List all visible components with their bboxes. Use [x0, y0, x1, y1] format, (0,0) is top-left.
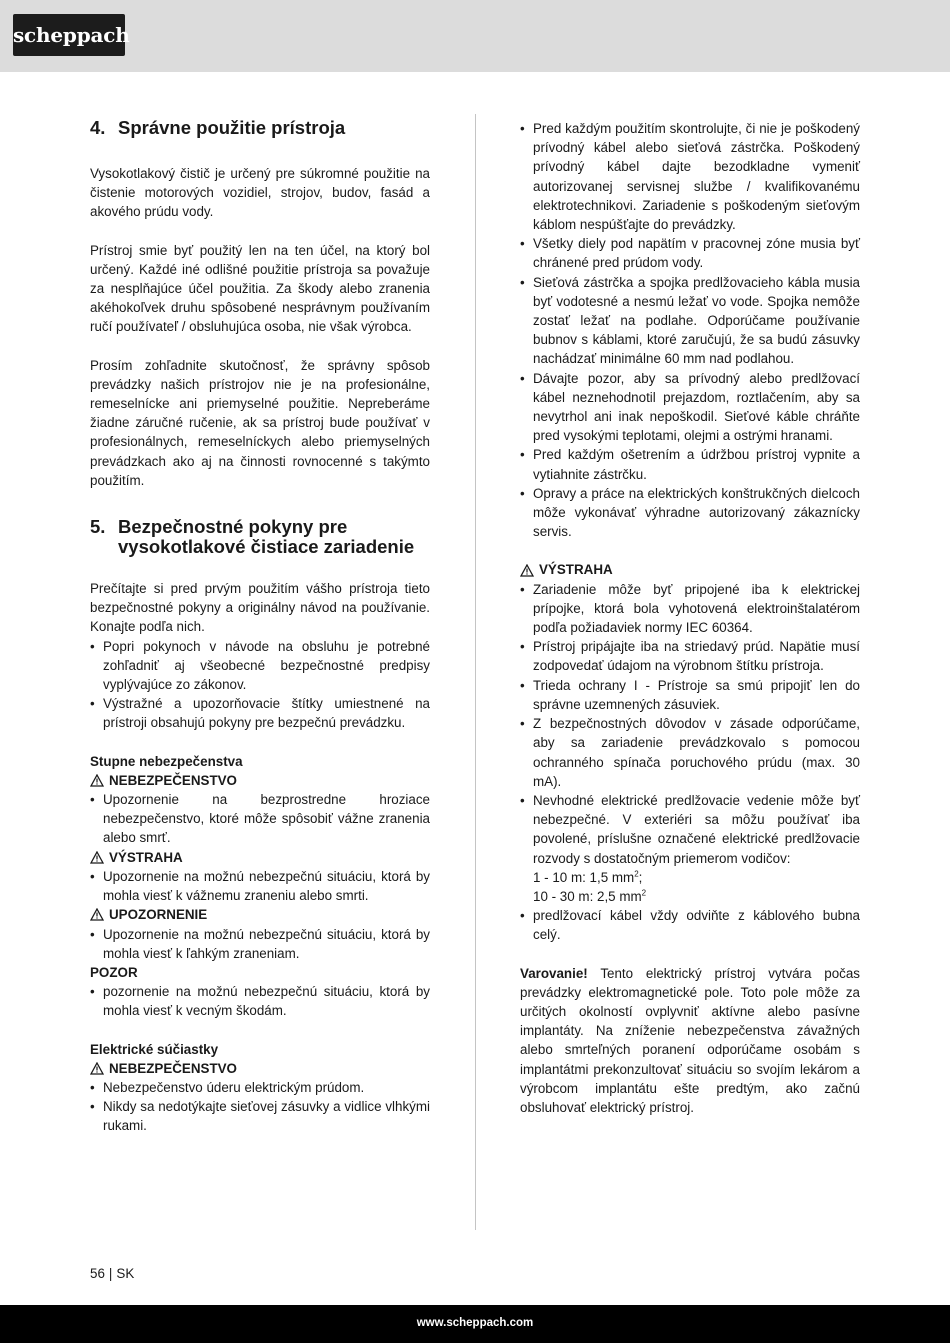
- page-footer-number: [90, 1266, 134, 1281]
- section-number: 5.: [90, 516, 106, 538]
- website-link[interactable]: www.scheppach.com: [416, 1317, 534, 1329]
- bullet-list: [90, 1078, 430, 1136]
- danger-label-text: NEBEZPEČENSTVO: [109, 1060, 237, 1076]
- warning-triangle-icon: [90, 851, 104, 864]
- subheading: Elektrické súčiastky: [90, 1041, 219, 1057]
- list-item: • Upozornenie na možnú nebezpečnú situáciu, ktorá by mohla viesť k vážnemu zraneniu alebo smrti.: [90, 867, 430, 905]
- bullet-list: [90, 637, 430, 733]
- bullet-list: [90, 790, 430, 848]
- paragraph: Vysokotlakový čistič je určený pre súkromné použitie na čistenie motorových vozidiel, strojov, budov, fasád a akového prúdu vody.: [90, 166, 430, 220]
- paragraph: Prečítajte si pred prvým použitím vášho prístroja tieto bezpečnostné pokyny a originálny návod na používanie. Konajte podľa nich.: [90, 581, 430, 635]
- warning-triangle-icon: [520, 564, 534, 577]
- notice-label: POZOR: [90, 964, 138, 980]
- bullet-list: [520, 580, 860, 945]
- danger-label: [90, 1059, 430, 1078]
- list-item: • Sieťová zástrčka a spojka predlžovacieho kábla musia byť vodotesné a nesmú ležať vo vode. Spojka nemôže zostať ležať na podlahe. Odporúčame používanie bubnov s káblami, ktoré zaručujú, že sa budú zásuvky nachádzať minimálne 60 mm nad podlahou.: [520, 273, 860, 369]
- list-item: • Prístroj pripájajte iba na striedavý prúd. Napätie musí zodpovedať údajom na výrobnom štítku prístroja.: [520, 637, 860, 675]
- list-item: • Z bezpečnostných dôvodov v zásade odporúčame, aby sa zariadenie prevádzkovalo s pomocou ochranného spínača poruchového prúdu (max. 30 mA).: [520, 714, 860, 791]
- list-item: • Trieda ochrany I - Prístroje sa smú pripojiť len do správne uzemnených zásuviek.: [520, 676, 860, 714]
- caution-label: [90, 905, 430, 924]
- list-item: • Popri pokynoch v návode na obsluhu je potrebné zohľadniť aj všeobecné bezpečnostné predpisy vyplývajúce zo zákonov.: [90, 637, 430, 695]
- varovanie-label: Varovanie!: [520, 965, 588, 981]
- list-item: • Nebezpečenstvo úderu elektrickým prúdom.: [90, 1078, 430, 1097]
- varovanie-paragraph: [520, 964, 860, 1118]
- left-column: [90, 112, 430, 1136]
- list-item: • Nikdy sa nedotýkajte sieťovej zásuvky a vidlice vlhkými rukami.: [90, 1097, 430, 1135]
- list-item: • Pred každým použitím skontrolujte, či nie je poškodený prívodný kábel alebo sieťová zástrčka. Poškodený prívodný kábel dajte bezodkladne vymeniť autorizovanej servisnej službe / kvalifikovanému elektrotechnikovi. Zariadenie s poškodeným sieťovým káblom nespúšťajte do prevádzky.: [520, 119, 860, 234]
- subheading: Stupne nebezpečenstva: [90, 753, 243, 769]
- bullet-list: [90, 982, 430, 1020]
- caution-label-text: UPOZORNENIE: [109, 907, 208, 923]
- list-item: • Upozornenie na bezprostredne hroziace nebezpečenstvo, ktoré môže spôsobiť vážne zranenia alebo smrť.: [90, 790, 430, 848]
- warning-triangle-icon: [90, 1062, 104, 1075]
- paragraph: Prosím zohľadnite skutočnosť, že správny spôsob prevádzky našich prístrojov nie je na profesionálne, remeselnícke ani priemyselné použitie. Nepreberáme žiadne záručné ručenie, ak sa prístroj bude používať v profesionálnych, remeselníckych alebo priemyselných prevádzkach ako aj na činnosti rovnocenné s takýmto použitím.: [90, 357, 430, 488]
- list-item: • Pred každým ošetrením a údržbou prístroj vypnite a vytiahnite zástrčku.: [520, 445, 860, 483]
- extension-cable-text: Nevhodné elektrické predlžovacie vedenie môže byť nebezpečné. V exteriéri sa môžu používať iba povolené, príslušne označené elektrické predlžovacie rozvody s dostatočným priemerom vodičov:: [533, 792, 860, 866]
- warning-label: [520, 560, 860, 579]
- warning-triangle-icon: [90, 774, 104, 787]
- warning-triangle-icon: [90, 908, 104, 921]
- bullet-list: [520, 119, 860, 541]
- list-item: • Zariadenie môže byť pripojené iba k elektrickej prípojke, ktorá bola vyhotovená elektroinštalatérom podľa požiadaviek normy IEC 60364.: [520, 580, 860, 638]
- warning-label-text: VÝSTRAHA: [539, 562, 613, 578]
- list-item: • Dávajte pozor, aby sa prívodný alebo predlžovací kábel neznehodnotil prejazdom, roztlačením, aby sa nevytrhol ani inak nepoškodil. Sieťové káble chráňte pred vysokými teplotami, olejmi a ostrými hranami.: [520, 369, 860, 446]
- danger-label-text: NEBEZPEČENSTVO: [109, 772, 237, 788]
- bullet-list: [90, 925, 430, 963]
- list-item: • pozornenie na možnú nebezpečnú situáciu, ktorá by mohla viesť k vecným škodám.: [90, 982, 430, 1020]
- list-item: [520, 791, 860, 906]
- section-number: 4.: [90, 117, 106, 138]
- paragraph: Prístroj smie byť použitý len na ten účel, na ktorý bol určený. Každé iné odlišné použitie prístroja sa považuje za nesplňajúce účel použitia. Za škody alebo zranenia akéhokoľvek druhu spôsobené nesprávnym používaním ručí používateľ / obsluhujúca osoba, nie však výrobca.: [90, 242, 430, 335]
- section-title: Správne použitie prístroja: [118, 117, 346, 138]
- scheppach-logo: scheppach: [13, 14, 125, 56]
- footer-bar: [0, 1305, 950, 1343]
- section-4-heading: [90, 118, 430, 138]
- section-title: Bezpečnostné pokyny pre vysokotlakové čistiace zariadenie: [118, 516, 415, 558]
- bullet-list: [90, 867, 430, 905]
- section-5-heading: [90, 517, 430, 557]
- separator: |: [108, 1266, 113, 1281]
- warning-label-text: VÝSTRAHA: [109, 849, 183, 865]
- warning-label: [90, 848, 430, 867]
- list-item: • Výstražné a upozorňovacie štítky umiestnené na prístroji obsahujú pokyny pre bezpečnú prevádzku.: [90, 694, 430, 732]
- list-item: • Všetky diely pod napätím v pracovnej zóne musia byť chránené pred prúdom vody.: [520, 234, 860, 272]
- page-number: 56: [90, 1266, 105, 1281]
- right-column: [520, 119, 860, 1117]
- page-header: [0, 0, 950, 72]
- language-code: SK: [116, 1266, 135, 1281]
- column-divider: [475, 114, 476, 1230]
- list-item: • Opravy a práce na elektrických konštrukčných dielcoch môže vykonávať výhradne autorizovaný zákaznícky servis.: [520, 484, 860, 542]
- varovanie-text: Tento elektrický prístroj vytvára počas prevádzky elektromagnetické pole. Toto pole môže za určitých okolností ovplyvniť aktívne alebo pasívne implantáty. Na zníženie nebezpečenstva závažných alebo smrteľných poranení odporúčame osobám s implantátmi prekonzultovať situáciu so svojím lekárom a výrobcom implantátu ešte predtým, ako začnú obsluhovať elektrický prístroj.: [520, 965, 860, 1115]
- list-item: • Upozornenie na možnú nebezpečnú situáciu, ktorá by mohla viesť k ľahkým zraneniam.: [90, 925, 430, 963]
- danger-label: [90, 771, 430, 790]
- cable-spec-line: 10 - 30 m: 2,5 $mm^2$: [533, 888, 647, 904]
- cable-spec-line: 1 - 10 m: 1,5 $mm^2$;: [533, 869, 643, 885]
- list-item: • predlžovací kábel vždy odviňte z káblového bubna celý.: [520, 906, 860, 944]
